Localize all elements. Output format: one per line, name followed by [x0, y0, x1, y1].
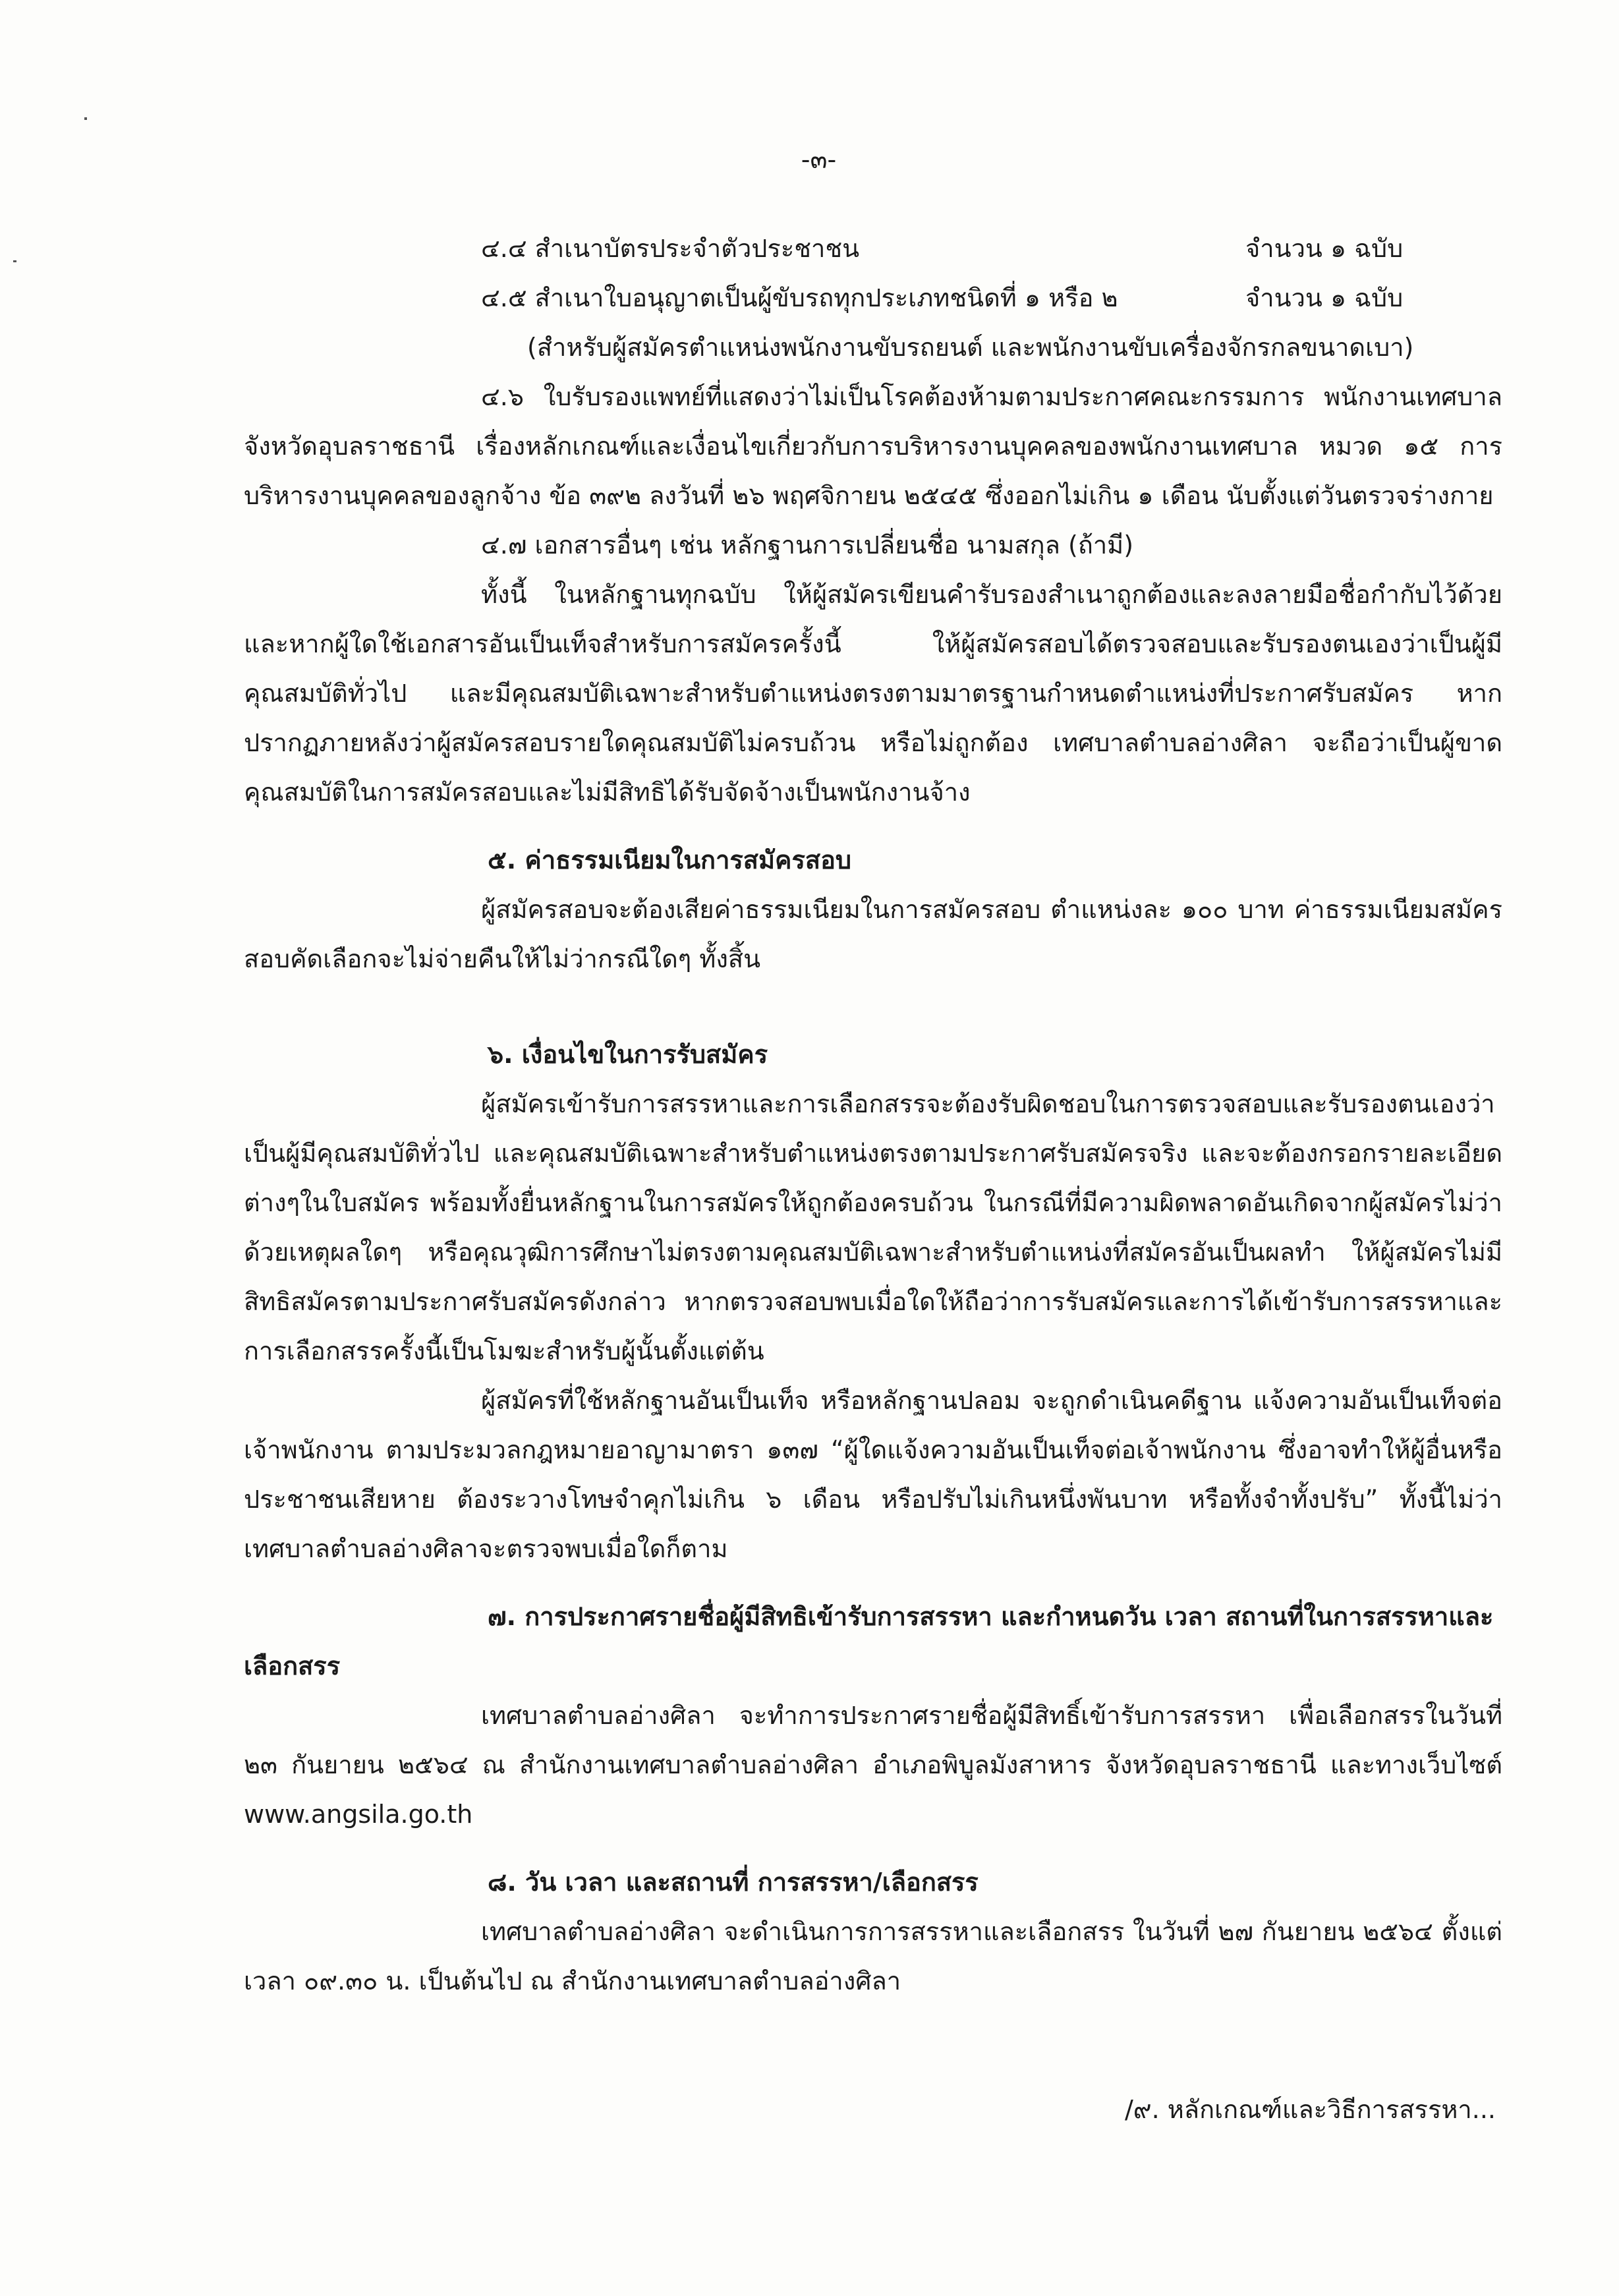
document-body: [244, 135, 1502, 2135]
section-6-heading: ๖. เงื่อนไขในการรับสมัคร: [488, 1040, 768, 1069]
section-8-heading: ๘. วัน เวลา และสถานที่ การสรรหา/เลือกสรร: [488, 1868, 979, 1897]
scan-speck: [13, 260, 16, 262]
item-4-7: ๔.๗ เอกสารอื่นๆ เช่น หลักฐานการเปลี่ยนชื่อ นามสกุล (ถ้ามี): [481, 531, 1134, 560]
item-text: ๔.๕ สำเนาใบอนุญาตเป็นผู้ขับรถทุกประเภทชนิดที่ ๑ หรือ ๒: [481, 283, 1118, 312]
item-quantity: จำนวน ๑ ฉบับ: [1245, 234, 1404, 263]
section-8-body: เทศบาลตำบลอ่างศิลา จะดำเนินการการสรรหาและเลือกสรร ในวันที่ ๒๗ กันยายน ๒๕๖๔ ตั้งแต่เวลา ๐๙.๓๐ น. เป็นต้นไป ณ สำนักงานเทศบาลตำบลอ่างศิลา: [244, 1917, 1502, 1995]
certify-paragraph: ทั้งนี้ ในหลักฐานทุกฉบับ ให้ผู้สมัครเขียนคำรับรองสำเนาถูกต้องและลงลายมือชื่อกำกับไว้ด้วย และหากผู้ใดใช้เอกสารอันเป็นเท็จสำหรับการสมัครครั้งนี้ ให้ผู้สมัครสอบได้ตรวจสอบและรับรองตนเองว่าเป็นผู้มีคุณสมบัติทั่วไป และมีคุณสมบัติเฉพาะสำหรับตำแหน่งตรงตามมาตรฐานกำหนดตำแหน่งที่ประกาศรับสมัคร หากปรากฏภายหลังว่าผู้สมัครสอบรายใดคุณสมบัติไม่ครบถ้วน หรือไม่ถูกต้อง เทศบาลตำบลอ่างศิลา จะถือว่าเป็นผู้ขาดคุณสมบัติในการสมัครสอบและไม่มีสิทธิได้รับจัดจ้างเป็นพนักงานจ้าง: [244, 580, 1502, 807]
page-number: -๓-: [801, 145, 837, 174]
section-5-heading: ๕. ค่าธรรมเนียมในการสมัครสอบ: [488, 846, 852, 875]
list-item: [244, 273, 1502, 323]
scan-speck: [84, 117, 87, 120]
item-quantity: จำนวน ๑ ฉบับ: [1245, 283, 1404, 312]
section-5-body: ผู้สมัครสอบจะต้องเสียค่าธรรมเนียมในการสมัครสอบ ตำแหน่งละ ๑๐๐ บาท ค่าธรรมเนียมสมัครสอบคัดเลือกจะไม่จ่ายคืนให้ไม่ว่ากรณีใดๆ ทั้งสิ้น: [244, 895, 1502, 973]
section-6-body-1: ผู้สมัครเข้ารับการสรรหาและการเลือกสรรจะต้องรับผิดชอบในการตรวจสอบและรับรองตนเองว่าเป็นผู้มีคุณสมบัติทั่วไป และคุณสมบัติเฉพาะสำหรับตำแหน่งตรงตามประกาศรับสมัครจริง และจะต้องกรอกรายละเอียดต่างๆในใบสมัคร พร้อมทั้งยื่นหลักฐานในการสมัครให้ถูกต้องครบถ้วน ในกรณีที่มีความผิดพลาดอันเกิดจากผู้สมัครไม่ว่าด้วยเหตุผลใดๆ หรือคุณวุฒิการศึกษาไม่ตรงตามคุณสมบัติเฉพาะสำหรับตำแหน่งที่สมัครอันเป็นผลทำ ให้ผู้สมัครไม่มีสิทธิสมัครตามประกาศรับสมัครดังกล่าว หากตรวจสอบพบเมื่อใดให้ถือว่าการรับสมัครและการได้เข้ารับการสรรหาและการเลือกสรรครั้งนี้เป็นโมฆะสำหรับผู้นั้นตั้งแต่ต้น: [244, 1089, 1502, 1365]
section-6-body-2: ผู้สมัครที่ใช้หลักฐานอันเป็นเท็จ หรือหลักฐานปลอม จะถูกดำเนินคดีฐาน แจ้งความอันเป็นเท็จต่อเจ้าพนักงาน ตามประมวลกฎหมายอาญามาตรา ๑๓๗ “ผู้ใดแจ้งความอันเป็นเท็จต่อเจ้าพนักงาน ซึ่งอาจทำให้ผู้อื่นหรือประชาชนเสียหาย ต้องระวางโทษจำคุกไม่เกิน ๖ เดือน หรือปรับไม่เกินหนึ่งพันบาท หรือทั้งจำทั้งปรับ” ทั้งนี้ไม่ว่าเทศบาลตำบลอ่างศิลาจะตรวจพบเมื่อใดก็ตาม: [244, 1386, 1502, 1563]
item-text: ๔.๔ สำเนาบัตรประจำตัวประชาชน: [481, 234, 860, 263]
item-note: (สำหรับผู้สมัครตำแหน่งพนักงานขับรถยนต์ และพนักงานขับเครื่องจักรกลขนาดเบา): [527, 333, 1414, 362]
section-7-body: เทศบาลตำบลอ่างศิลา จะทำการประกาศรายชื่อผู้มีสิทธิ์เข้ารับการสรรหา เพื่อเลือกสรรในวันที่ ๒๓ กันยายน ๒๕๖๔ ณ สำนักงานเทศบาลตำบลอ่างศิลา อำเภอพิบูลมังสาหาร จังหวัดอุบลราชธานี และทางเว็บไซต์ www.angsila.go.th: [244, 1701, 1502, 1829]
section-7-heading: ๗. การประกาศรายชื่อผู้มีสิทธิเข้ารับการสรรหา และกำหนดวัน เวลา สถานที่ในการสรรหาและเลือกสรร: [244, 1602, 1494, 1680]
continuation-footer: /๙. หลักเกณฑ์และวิธีการสรรหา...: [1124, 2095, 1496, 2124]
item-4-6-paragraph: ๔.๖ ใบรับรองแพทย์ที่แสดงว่าไม่เป็นโรคต้องห้ามตามประกาศคณะกรรมการ พนักงานเทศบาลจังหวัดอุบลราชธานี เรื่องหลักเกณฑ์และเงื่อนไขเกี่ยวกับการบริหารงานบุคคลของพนักงานเทศบาล หมวด ๑๕ การบริหารงานบุคคลของลูกจ้าง ข้อ ๓๙๒ ลงวันที่ ๒๖ พฤศจิกายน ๒๕๔๕ ซึ่งออกไม่เกิน ๑ เดือน นับตั้งแต่วันตรวจร่างกาย: [244, 382, 1502, 510]
list-item: [244, 224, 1502, 273]
